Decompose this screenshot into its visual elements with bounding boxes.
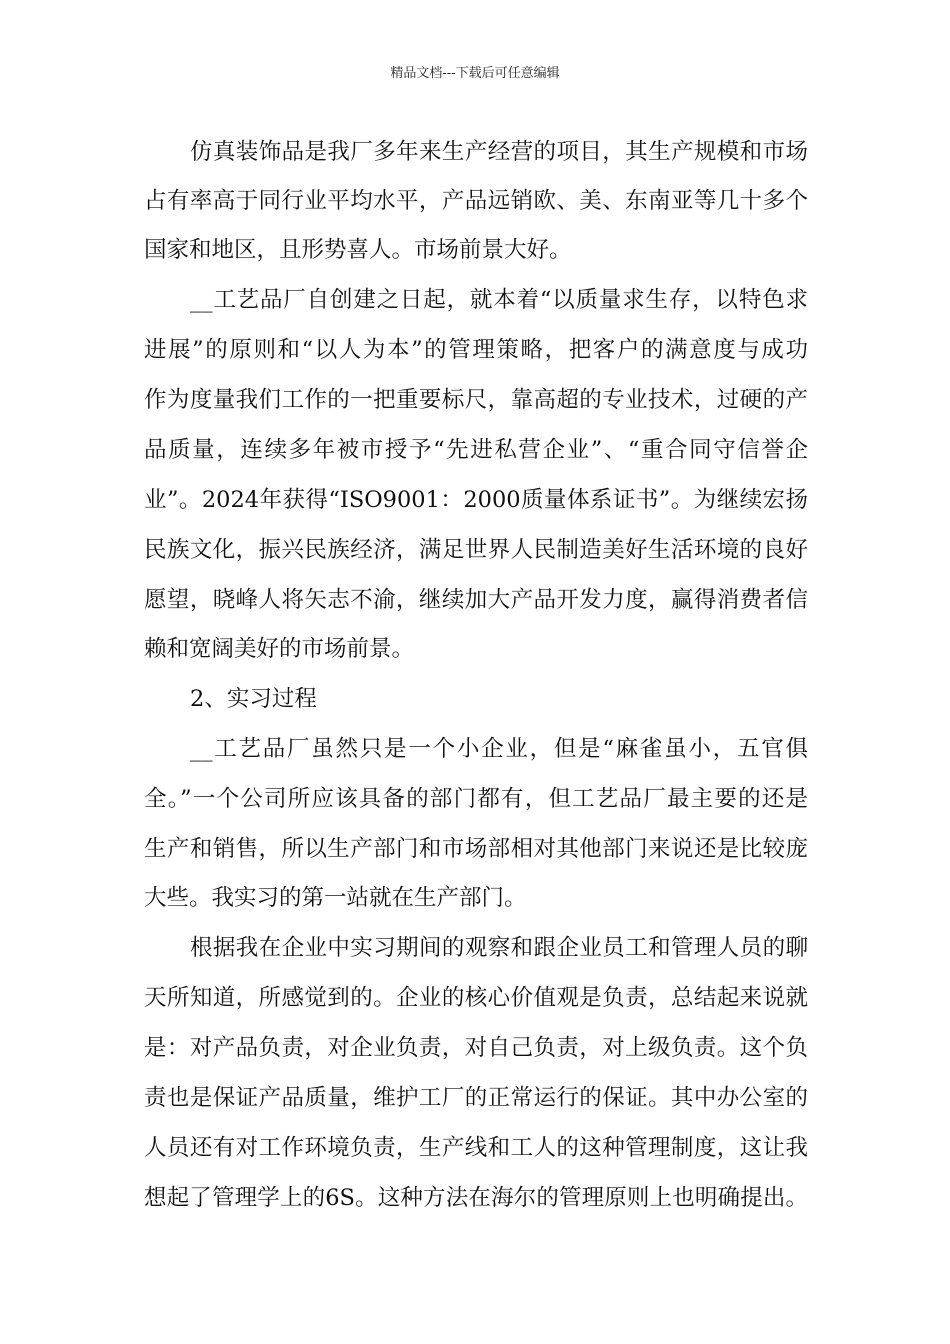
section-heading: 2、实习过程 <box>190 686 317 712</box>
page-header: 精品文档---下载后可任意编辑 <box>390 66 560 81</box>
paragraph-line: 愿望，晓峰人将矢志不渝，继续加大产品开发力度，赢得消费者信 <box>144 587 808 613</box>
paragraph-line: 仿真装饰品是我厂多年来生产经营的项目，其生产规模和市场 <box>190 139 808 165</box>
paragraph-line: 根据我在企业中实习期间的观察和跟企业员工和管理人员的聊 <box>190 935 808 961</box>
paragraph-line: 品质量，连续多年被市授予“先进私营企业”、“重合同守信誉企 <box>144 437 808 463</box>
paragraph-line: __工艺品厂虽然只是一个小企业，但是“麻雀虽小，五官俱 <box>190 736 808 762</box>
paragraph-line: 生产和销售，所以生产部门和市场部相对其他部门来说还是比较庞 <box>144 836 808 862</box>
paragraph-line: 进展”的原则和“以人为本”的管理策略，把客户的满意度与成功 <box>144 337 808 363</box>
paragraph-line: 作为度量我们工作的一把重要标尺，靠高超的专业技术，过硬的产 <box>144 387 808 413</box>
paragraph-line: 国家和地区，且形势喜人。市场前景大好。 <box>144 237 572 263</box>
paragraph-line: 想起了管理学上的6S。这种方法在海尔的管理原则上也明确提出。 <box>144 1185 808 1211</box>
paragraph-line: 民族文化，振兴民族经济，满足世界人民制造美好生活环境的良好 <box>144 537 808 563</box>
paragraph-line: 业”。2024年获得“ISO9001：2000质量体系证书”。为继续宏扬 <box>144 487 808 513</box>
paragraph-line: 人员还有对工作环境负责，生产线和工人的这种管理制度，这让我 <box>144 1135 808 1161</box>
paragraph-line: 责也是保证产品质量，维护工厂的正常运行的保证。其中办公室的 <box>144 1085 808 1111</box>
paragraph-line: 全。”一个公司所应该具备的部门都有，但工艺品厂最主要的还是 <box>144 786 808 812</box>
paragraph-line: 天所知道，所感觉到的。企业的核心价值观是负责，总结起来说就 <box>144 985 808 1011</box>
paragraph-line: 占有率高于同行业平均水平，产品远销欧、美、东南亚等几十多个 <box>144 188 808 214</box>
paragraph-line: 大些。我实习的第一站就在生产部门。 <box>144 885 527 911</box>
paragraph-line: __工艺品厂自创建之日起，就本着“以质量求生存，以特色求 <box>190 287 808 313</box>
paragraph-line: 赖和宽阔美好的市场前景。 <box>144 636 415 662</box>
paragraph-line: 是：对产品负责，对企业负责，对自己负责，对上级负责。这个负 <box>144 1035 808 1061</box>
